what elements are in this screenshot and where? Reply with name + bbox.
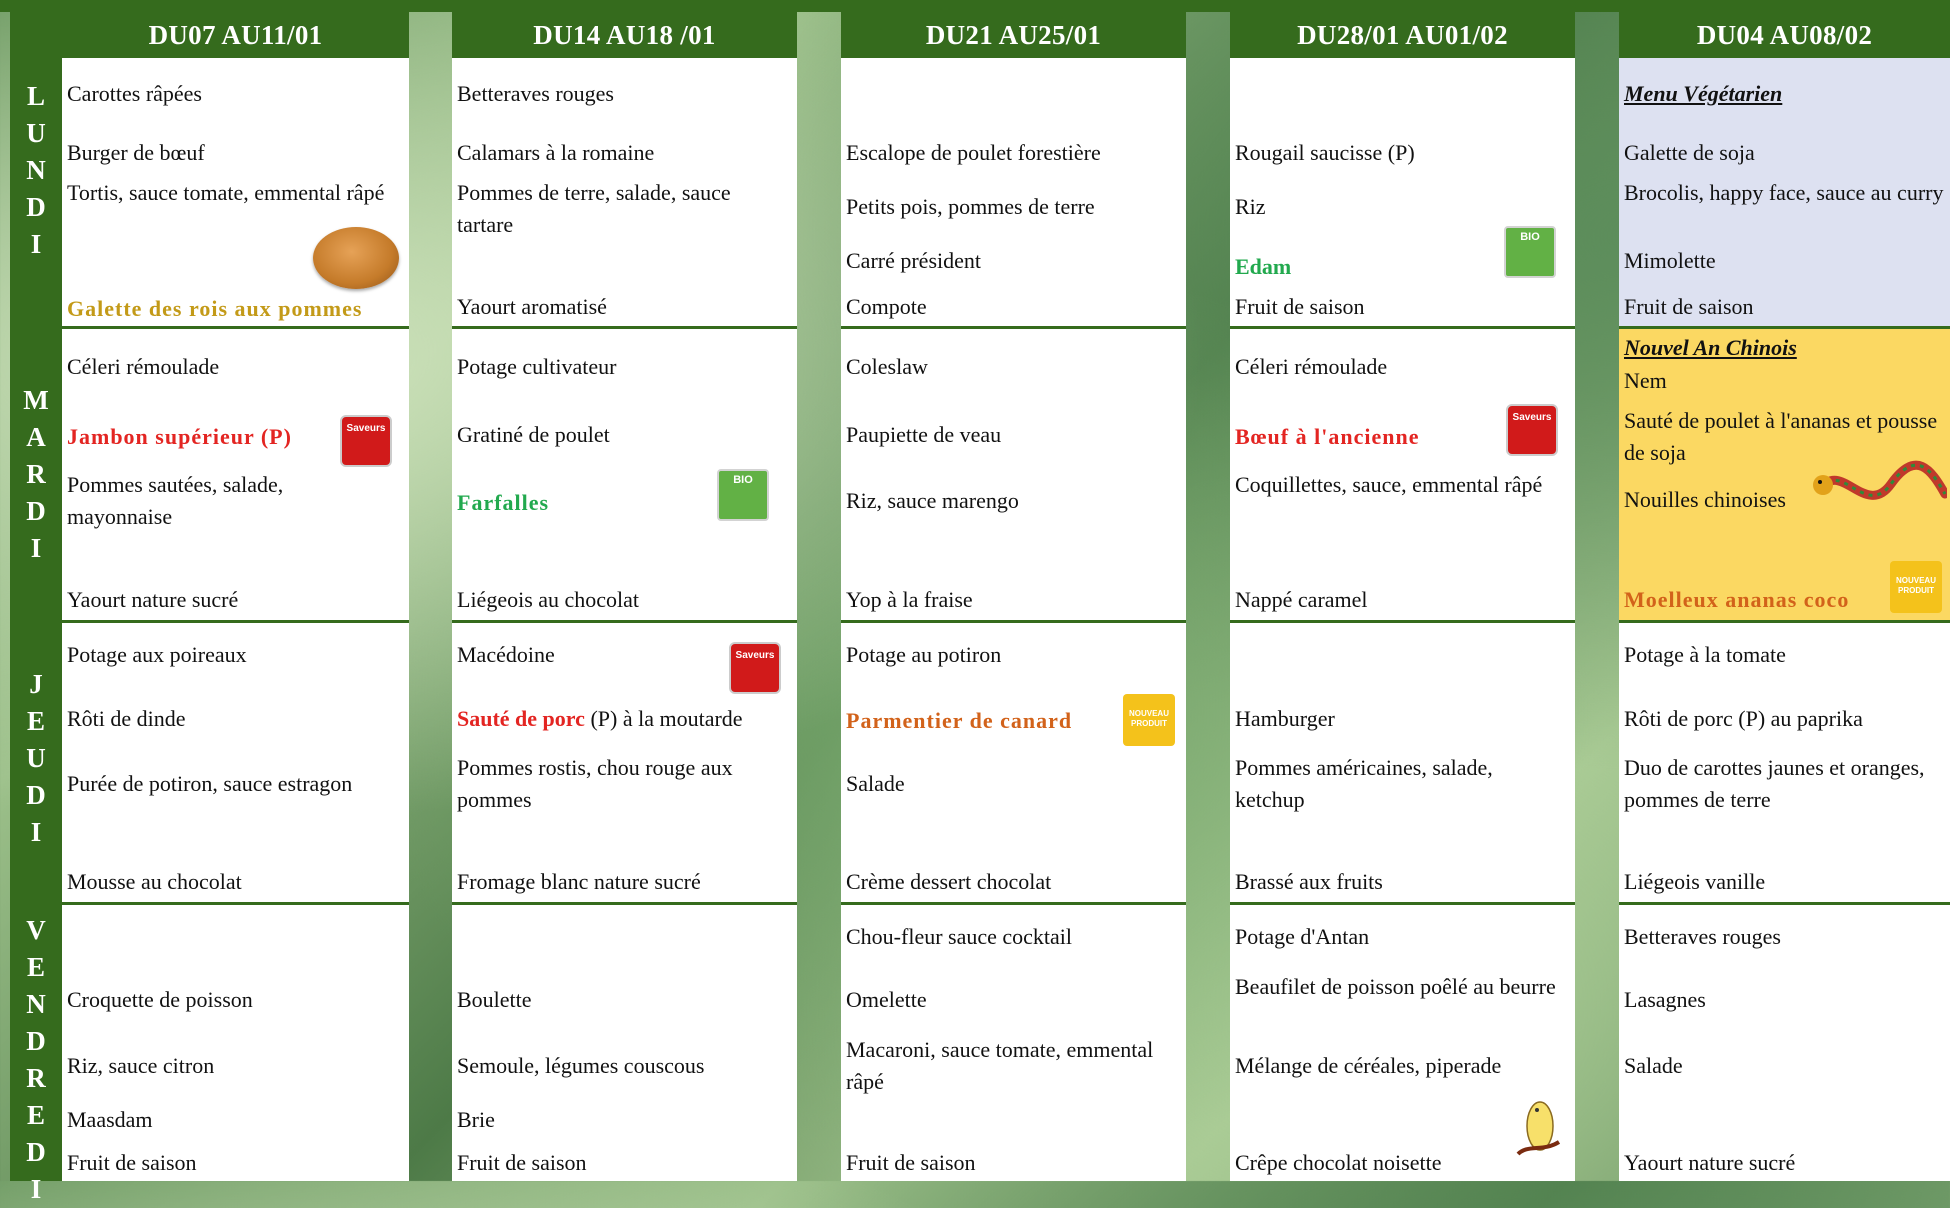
menu-item-suffix: (P) à la moutarde <box>584 706 743 731</box>
menu-item: Hamburger <box>1235 706 1335 731</box>
nouveau-produit-icon: NOUVEAU PRODUIT <box>1890 561 1942 613</box>
menu-cell-w4-lundi <box>1230 58 1575 329</box>
bio-label-icon: BIO <box>717 469 769 521</box>
menu-item: Semoule, légumes couscous <box>457 1053 705 1078</box>
menu-item: Coleslaw <box>846 354 928 379</box>
menu-item: Potage à la tomate <box>1624 642 1786 667</box>
menu-item: Betteraves rouges <box>457 81 614 106</box>
saveurs-label-icon: Saveurs <box>729 642 781 694</box>
menu-cell-w5-mardi <box>1619 329 1950 623</box>
menu-cell-w4-vendredi <box>1230 905 1575 1181</box>
menu-item: Lasagnes <box>1624 987 1706 1012</box>
menu-item: Fruit de saison <box>67 1150 197 1175</box>
menu-item: Escalope de poulet forestière <box>846 140 1101 165</box>
menu-item: Salade <box>1624 1053 1683 1078</box>
menu-item: Crème dessert chocolat <box>846 869 1052 894</box>
menu-item: Paupiette de veau <box>846 422 1002 447</box>
dragon-image <box>1811 449 1947 529</box>
menu-item: Fruit de saison <box>457 1150 587 1175</box>
menu-item: Crêpe chocolat noisette <box>1235 1150 1442 1175</box>
galette-image <box>313 227 399 289</box>
menu-item: Fruit de saison <box>1624 294 1754 319</box>
menu-cell-w4-mardi <box>1230 329 1575 623</box>
menu-item: Petits pois, pommes de terre <box>846 194 1095 219</box>
menu-item: Chou-fleur sauce cocktail <box>846 924 1073 949</box>
menu-item: Yaourt aromatisé <box>457 294 607 319</box>
day-label-vendredi: V E N D R E D I <box>26 915 46 1204</box>
menu-item: Pommes rostis, chou rouge aux pommes <box>457 755 733 812</box>
menu-item-bio: Edam <box>1235 254 1292 279</box>
menu-item-highlight: Jambon supérieur (P) <box>67 424 292 449</box>
menu-item: Mélange de céréales, piperade <box>1235 1053 1502 1078</box>
menu-cell-w3-jeudi <box>841 623 1186 905</box>
menu-item: Mimolette <box>1624 248 1716 273</box>
menu-item: Céleri rémoulade <box>1235 354 1388 379</box>
saveurs-label-icon: Saveurs <box>1506 404 1558 456</box>
menu-item: Purée de potiron, sauce estragon <box>67 771 353 796</box>
menu-item: Compote <box>846 294 927 319</box>
menu-cell-w5-jeudi <box>1619 623 1950 905</box>
menu-item: Macédoine <box>457 642 555 667</box>
menu-item: Liégeois vanille <box>1624 869 1766 894</box>
menu-item: Liégeois au chocolat <box>457 587 640 612</box>
menu-item: Gratiné de poulet <box>457 422 610 447</box>
menu-item-highlight: Bœuf à l'ancienne <box>1235 424 1420 449</box>
menu-item: Macaroni, sauce tomate, emmental râpé <box>846 1037 1154 1094</box>
menu-item: Croquette de poisson <box>67 987 253 1012</box>
menu-cell-w2-jeudi <box>452 623 797 905</box>
menu-item-bio: Farfalles <box>457 490 550 515</box>
menu-item: Potage d'Antan <box>1235 924 1370 949</box>
crepe-image <box>1513 1092 1563 1162</box>
menu-item: Céleri rémoulade <box>67 354 220 379</box>
menu-cell-w1-lundi <box>62 58 409 329</box>
menu-item: Duo de carottes jaunes et oranges, pommes de terre <box>1624 755 1925 812</box>
week-header: DU04 AU08/02 <box>1619 12 1950 58</box>
menu-item: Brocolis, happy face, sauce au curry <box>1624 180 1944 205</box>
menu-item: Nouilles chinoises <box>1624 487 1786 512</box>
top-band <box>0 0 1950 12</box>
menu-cell-w3-lundi <box>841 58 1186 329</box>
menu-item: Betteraves rouges <box>1624 924 1781 949</box>
menu-item: Fromage blanc nature sucré <box>457 869 701 894</box>
menu-item: Pommes de terre, salade, sauce tartare <box>457 180 731 237</box>
week-header: DU07 AU11/01 <box>62 12 409 58</box>
menu-cell-w5-vendredi <box>1619 905 1950 1181</box>
menu-cell-w4-jeudi <box>1230 623 1575 905</box>
menu-item: Yaourt nature sucré <box>67 587 239 612</box>
day-label-lundi: L U N D I <box>26 81 46 259</box>
week-header: DU14 AU18 /01 <box>452 12 797 58</box>
menu-item: Maasdam <box>67 1107 153 1132</box>
nouveau-produit-icon: NOUVEAU PRODUIT <box>1123 694 1175 746</box>
menu-item: Nappé caramel <box>1235 587 1368 612</box>
menu-item <box>457 703 791 735</box>
menu-cell-w1-jeudi <box>62 623 409 905</box>
menu-item: Galette de soja <box>1624 140 1755 165</box>
day-label-jeudi: J E U D I <box>26 669 46 847</box>
menu-item: Nem <box>1624 368 1667 393</box>
menu-item: Rôti de dinde <box>67 706 186 731</box>
menu-item: Rôti de porc (P) au paprika <box>1624 706 1863 731</box>
menu-item-new: Moelleux ananas coco <box>1624 587 1850 612</box>
week-header: DU21 AU25/01 <box>841 12 1186 58</box>
menu-item: Tortis, sauce tomate, emmental râpé <box>67 180 385 205</box>
menu-item: Potage au potiron <box>846 642 1002 667</box>
menu-cell-w2-mardi <box>452 329 797 623</box>
menu-item: Rougail saucisse (P) <box>1235 140 1415 165</box>
menu-cell-w3-vendredi <box>841 905 1186 1181</box>
menu-item: Potage aux poireaux <box>67 642 247 667</box>
day-column <box>10 12 62 1204</box>
menu-item: Riz, sauce marengo <box>846 488 1019 513</box>
menu-item: Carottes râpées <box>67 81 202 106</box>
menu-item: Brie <box>457 1107 495 1132</box>
menu-item: Potage cultivateur <box>457 354 617 379</box>
menu-item: Pommes américaines, salade, ketchup <box>1235 755 1493 812</box>
menu-item-new: Parmentier de canard <box>846 708 1073 733</box>
menu-item: Riz, sauce citron <box>67 1053 215 1078</box>
menu-item: Calamars à la romaine <box>457 140 655 165</box>
menu-item: Brassé aux fruits <box>1235 869 1383 894</box>
menu-item: Boulette <box>457 987 532 1012</box>
menu-item: Fruit de saison <box>846 1150 976 1175</box>
menu-item: Beaufilet de poisson poêlé au beurre <box>1235 974 1556 999</box>
menu-cell-w3-mardi <box>841 329 1186 623</box>
menu-cell-w1-vendredi <box>62 905 409 1181</box>
theme-title-vegetarien: Menu Végétarien <box>1624 81 1783 106</box>
menu-cell-w2-lundi <box>452 58 797 329</box>
menu-cell-w5-lundi <box>1619 58 1950 329</box>
saveurs-label-icon: Saveurs <box>340 415 392 467</box>
theme-title-nouvel-an: Nouvel An Chinois <box>1624 335 1797 360</box>
menu-item: Fruit de saison <box>1235 294 1365 319</box>
menu-cell-w1-mardi <box>62 329 409 623</box>
menu-item: Coquillettes, sauce, emmental râpé <box>1235 472 1543 497</box>
menu-item: Riz <box>1235 194 1266 219</box>
menu-item: Omelette <box>846 987 927 1012</box>
menu-item: Mousse au chocolat <box>67 869 242 894</box>
menu-item: Sauté de poulet à l'ananas et pousse de soja <box>1624 408 1938 465</box>
day-label-mardi: M A R D I <box>23 385 49 563</box>
menu-item: Salade <box>846 771 905 796</box>
menu-item: Carré président <box>846 248 981 273</box>
menu-item: Burger de bœuf <box>67 140 205 165</box>
menu-item-special: Galette des rois aux pommes <box>67 296 363 321</box>
menu-item: Yop à la fraise <box>846 587 973 612</box>
menu-item-highlight: Sauté de porc <box>457 706 585 731</box>
menu-item: Yaourt nature sucré <box>1624 1150 1796 1175</box>
week-header: DU28/01 AU01/02 <box>1230 12 1575 58</box>
bio-label-icon: BIO <box>1504 226 1556 278</box>
menu-cell-w2-vendredi <box>452 905 797 1181</box>
menu-item: Pommes sautées, salade, mayonnaise <box>67 472 284 529</box>
